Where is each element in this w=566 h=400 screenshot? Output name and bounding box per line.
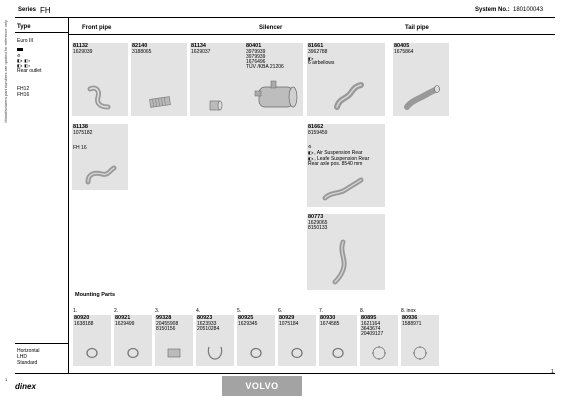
part-number: 82140 — [132, 43, 148, 49]
part-number: 80401 — [246, 43, 262, 49]
part-ref: 1629065 — [308, 220, 328, 226]
part-ref: 1675864 — [394, 49, 414, 55]
part-number: 81138 — [73, 124, 88, 130]
part-ref: 1629499 — [115, 321, 135, 327]
part-number: 99328 — [156, 315, 172, 321]
system-value: 180100043 — [513, 7, 544, 13]
page-number-left: 1 — [5, 377, 8, 382]
part-ref: 1629037 — [191, 49, 211, 55]
part-ref: 20510284 — [197, 326, 220, 332]
system-label: System No.: — [475, 7, 510, 13]
part-card-81661[interactable] — [307, 43, 385, 116]
side-note: Manufacturers part numbers are quoted for reference only — [3, 20, 8, 123]
part-ref: 8150156 — [156, 326, 176, 332]
mount-idx: 4. — [196, 308, 201, 314]
part-number: 81662 — [308, 124, 324, 130]
type-label: Type — [17, 24, 31, 30]
part-note-leaf: ◧◐, Leafe Suspension Rear — [308, 156, 370, 162]
clamp-icon — [331, 347, 345, 359]
part-card-80401[interactable] — [245, 43, 303, 116]
clamp-icon — [249, 347, 263, 359]
mount-card-80930[interactable] — [319, 315, 357, 366]
part-note-air: ◧◐, Air Suspension Rear — [308, 150, 363, 156]
part-number: 80929 — [279, 315, 295, 321]
part-ref: 1638188 — [74, 321, 94, 327]
part-note: FH 16 — [73, 145, 87, 151]
axle-icon: ⚙ — [17, 53, 21, 58]
mount-idx: 2. — [114, 308, 119, 314]
part-ref: 1623933 — [197, 321, 217, 327]
mount-idx: 8. inox — [401, 308, 416, 314]
part-note-axle: Rear axle pos. 8540 mm — [308, 161, 363, 167]
mount-card-80923[interactable] — [196, 315, 234, 366]
part-card-81138[interactable] — [72, 124, 128, 190]
model-fh16: FH16 — [17, 92, 30, 98]
left-panel-divider — [68, 17, 69, 373]
part-number: 81132 — [73, 43, 88, 49]
part-number: 80920 — [74, 315, 90, 321]
part-ref: 3188065 — [132, 49, 152, 55]
mount-card-80925[interactable] — [237, 315, 275, 366]
mount-card-80921[interactable] — [114, 315, 152, 366]
footer-variant: Standard — [17, 360, 38, 366]
part-number: 80923 — [197, 315, 213, 321]
mount-idx: 3. — [155, 308, 160, 314]
clamp-icon — [290, 347, 304, 359]
part-number: 80925 — [238, 315, 254, 321]
part-card-81662[interactable] — [307, 124, 385, 207]
part-ref: 8150133 — [308, 225, 328, 231]
part-card-80773[interactable] — [307, 214, 385, 290]
part-ref: 1629039 — [73, 49, 93, 55]
flex-pipe-icon — [149, 95, 173, 109]
front-pipe-fh16-icon — [84, 164, 118, 188]
type-divider — [15, 32, 68, 33]
page-number-right: 1 — [551, 369, 554, 375]
part-ref: 8159459 — [308, 130, 328, 136]
part-ref: 1674585 — [320, 321, 340, 327]
mount-card-80920[interactable] — [73, 315, 111, 366]
model-fh12: FH12 — [17, 86, 30, 92]
bottom-divider — [15, 373, 555, 374]
svg-text:dinex: dinex — [15, 382, 36, 391]
intermediate-pipe-icon — [321, 176, 365, 204]
axle-icon: ⚙ — [308, 144, 312, 149]
dinex-logo — [15, 378, 37, 391]
mount-card-80895[interactable] — [360, 315, 398, 366]
long-bend-pipe-icon — [329, 238, 359, 286]
mount-idx: 6. — [278, 308, 283, 314]
sleeve-clamp-icon — [166, 347, 182, 359]
mount-idx: 7. — [319, 308, 324, 314]
suspension-icons: ◧◐ ◧◐ — [17, 58, 31, 63]
suspension-icons: ◧◐ — [308, 56, 315, 61]
part-note: 6 airbellows — [308, 60, 335, 66]
part-ref: 1621164 — [361, 321, 381, 327]
part-number: 80405 — [394, 43, 410, 49]
part-ref: 20409127 — [361, 331, 384, 337]
series-label: Series — [18, 7, 37, 13]
part-number: 80936 — [402, 315, 418, 321]
gasket-icon — [371, 345, 387, 361]
mount-idx: 8. — [360, 308, 365, 314]
truck-icon — [17, 48, 23, 51]
part-ref: 20455908 — [156, 321, 179, 327]
clamp-icon — [126, 347, 140, 359]
suspension-icons-2: ◧◐ ◧◐ — [17, 63, 31, 68]
part-approval: TÜV /KBA 21206 — [246, 64, 284, 70]
part-ref: 3979939 — [246, 49, 266, 55]
mount-card-80929[interactable] — [278, 315, 316, 366]
part-card-80405[interactable] — [393, 43, 449, 116]
mount-card-80936[interactable] — [401, 315, 439, 366]
part-number: 80930 — [320, 315, 336, 321]
part-number: 80895 — [361, 315, 377, 321]
part-ref: 1075182 — [73, 130, 93, 136]
footer-divider — [15, 343, 68, 344]
part-number: 80921 — [115, 315, 131, 321]
footer-drive: LHD — [17, 354, 28, 360]
part-ref: 1629345 — [238, 321, 258, 327]
part-number: 81661 — [308, 43, 324, 49]
tail-pipe-icon — [403, 83, 443, 113]
part-ref: 1676496 — [246, 59, 266, 65]
section-divider — [69, 34, 555, 35]
part-number: 81134 — [191, 43, 206, 49]
emission-label: Euro III — [17, 38, 34, 44]
outlet-label: Rear outlet — [17, 68, 42, 74]
section-silencer: Silencer — [259, 25, 283, 31]
footer-orientation: Horizontal — [17, 348, 40, 354]
part-card-81132[interactable] — [72, 43, 128, 116]
pipe-sleeve-icon — [208, 99, 224, 113]
series-value: FH — [40, 6, 51, 15]
section-front-pipe: Front pipe — [82, 25, 112, 31]
part-ref: 1588971 — [402, 321, 422, 327]
strap-clamp-icon — [206, 343, 224, 361]
section-mounting: Mounting Parts — [75, 292, 116, 298]
brand-label: VOLVO — [222, 376, 302, 396]
mount-idx: 5. — [237, 308, 242, 314]
clamp-icon — [85, 347, 99, 359]
mount-card-99328[interactable] — [155, 315, 193, 366]
section-tail-pipe: Tail pipe — [405, 25, 429, 31]
part-number: 80773 — [308, 214, 324, 220]
part-ref: 3979939 — [246, 54, 266, 60]
silencer-icon — [255, 81, 299, 113]
part-card-82140[interactable] — [131, 43, 187, 116]
part-ref: 1075184 — [279, 321, 299, 327]
bend-pipe-icon — [333, 81, 367, 113]
header-divider — [15, 17, 555, 18]
gasket-inox-icon — [412, 345, 428, 361]
mount-idx: 1. — [73, 308, 78, 314]
part-ref: 3643674 — [361, 326, 381, 332]
part-ref: 3962788 — [308, 49, 328, 55]
front-pipe-icon — [86, 83, 116, 113]
part-card-81134[interactable] — [190, 43, 246, 116]
